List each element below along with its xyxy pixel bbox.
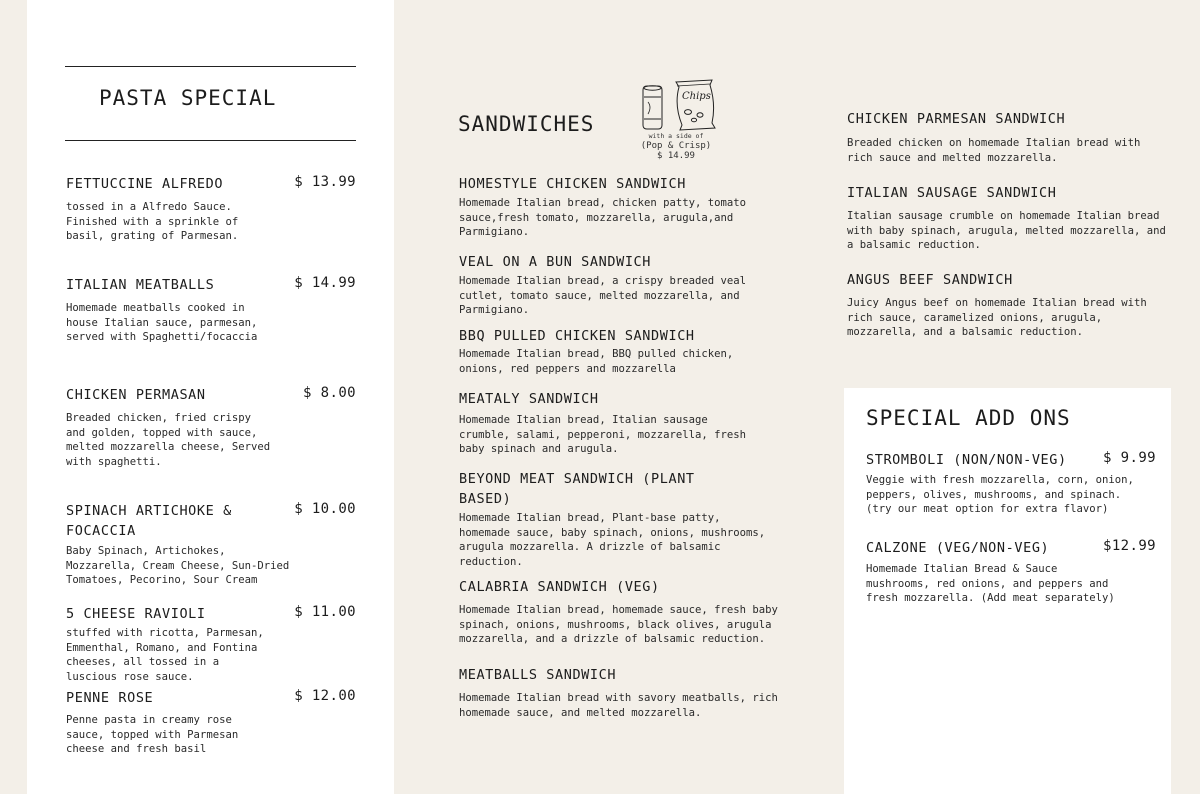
pasta-item-price: $ 12.00 <box>294 688 356 704</box>
pasta-item-price: $ 8.00 <box>303 385 356 401</box>
sandwich-item-desc: Italian sausage crumble on homemade Italian bread with baby spinach, arugula, melted mozzarella, and a balsamic reduction. <box>847 210 1166 252</box>
pasta-item-price: $ 10.00 <box>294 501 356 517</box>
addon-item-name: STROMBOLI (NON/NON-VEG) <box>866 452 1067 468</box>
sandwich-item-desc: Homemade Italian bread, a crispy breaded veal cutlet, tomato sauce, melted mozzarella, and Parmigiano. <box>459 275 747 317</box>
sandwich-item-desc: Homemade Italian bread, homemade sauce, fresh baby spinach, onions, mushrooms, black olives, arugula mozzarella, and a drizzle of balsamic reduction. <box>459 604 778 646</box>
sandwich-item-name: MEATBALLS SANDWICH <box>459 667 617 683</box>
chips-bag-icon <box>676 80 715 130</box>
pasta-item-price: $ 13.99 <box>294 174 356 190</box>
pasta-item-price: $ 14.99 <box>294 275 356 291</box>
pop-and-chips-caption <box>630 131 722 161</box>
pasta-item-desc: Baby Spinach, Artichokes, Mozzarella, Cream Cheese, Sun-Dried Tomatoes, Pecorino, Sour Cream <box>66 545 290 587</box>
addon-item-price: $12.99 <box>1103 538 1156 554</box>
pasta-item-name: PENNE ROSE <box>66 690 154 706</box>
sandwich-item-desc: Breaded chicken on homemade Italian bread with rich sauce and melted mozzarella. <box>847 137 1141 164</box>
pasta-item-desc: tossed in a Alfredo Sauce. Finished with a sprinkle of basil, grating of Parmesan. <box>66 201 239 243</box>
sandwich-item-name: ITALIAN SAUSAGE SANDWICH <box>847 185 1057 201</box>
addons-section-title: SPECIAL ADD ONS <box>866 406 1071 430</box>
sandwich-item-desc: Homemade Italian bread, Italian sausage crumble, salami, pepperoni, mozzarella, fresh baby spinach and arugula. <box>459 414 747 456</box>
side-items: (Pop & Crisp) <box>640 141 712 151</box>
sandwich-item-desc: Homemade Italian bread with savory meatballs, rich homemade sauce, and melted mozzarella. <box>459 692 778 719</box>
pasta-item-name: 5 CHEESE RAVIOLI <box>66 606 206 622</box>
sandwich-item-name: VEAL ON A BUN SANDWICH <box>459 254 652 270</box>
pasta-item-desc: Breaded chicken, fried crispy and golden, topped with sauce, melted mozzarella cheese, Served with spaghetti. <box>66 412 271 468</box>
pasta-item-desc: stuffed with ricotta, Parmesan, Emmenthal, Romano, and Fontina cheeses, all tossed in a luscious rose sauce. <box>66 627 264 683</box>
pasta-item-name: SPINACH ARTICHOKE & FOCACCIA <box>66 503 232 539</box>
side-note: with a side of <box>648 132 704 140</box>
sandwich-item-name: CALABRIA SANDWICH (VEG) <box>459 579 660 595</box>
pasta-item-name: CHICKEN PERMASAN <box>66 387 206 403</box>
sandwich-item-name: HOMESTYLE CHICKEN SANDWICH <box>459 176 686 192</box>
sandwich-item-desc: Homemade Italian bread, chicken patty, tomato sauce,fresh tomato, mozzarella, arugula,and Parmigiano. <box>459 197 747 239</box>
chips-bag-label: Chips <box>682 91 711 102</box>
pasta-title-top-rule <box>65 66 356 67</box>
sandwich-item-name: BBQ PULLED CHICKEN SANDWICH <box>459 328 695 344</box>
sandwich-item-name: CHICKEN PARMESAN SANDWICH <box>847 111 1066 127</box>
pop-can-icon <box>643 86 662 129</box>
sandwiches-section-title: SANDWICHES <box>458 112 595 136</box>
sandwich-item-name: BEYOND MEAT SANDWICH (PLANT BASED) <box>459 471 695 507</box>
pasta-section-title: PASTA SPECIAL <box>99 86 277 110</box>
addon-item-desc: Homemade Italian Bread & Sauce mushrooms, red onions, and peppers and fresh mozzarella. (Add meat separately) <box>866 563 1115 605</box>
pasta-item-price: $ 11.00 <box>294 604 356 620</box>
pasta-item-name: ITALIAN MEATBALLS <box>66 277 215 293</box>
sandwich-item-desc: Homemade Italian bread, Plant-base patty, homemade sauce, baby spinach, onions, mushrooms, arugula mozzarella. A drizzle of balsamic reduction. <box>459 512 766 568</box>
side-price: $ 14.99 <box>657 151 695 161</box>
sandwich-item-name: ANGUS BEEF SANDWICH <box>847 272 1013 288</box>
pasta-title-bottom-rule <box>65 140 356 141</box>
addon-item-desc: Veggie with fresh mozzarella, corn, onion, peppers, olives, mushrooms, and spinach. (try our meat option for extra flavor) <box>866 474 1134 516</box>
sandwich-item-name: MEATALY SANDWICH <box>459 391 599 407</box>
addon-item-price: $ 9.99 <box>1103 450 1156 466</box>
sandwich-item-desc: Juicy Angus beef on homemade Italian bread with rich sauce, caramelized onions, arugula, mozzarella, and a balsamic reduction. <box>847 297 1147 339</box>
pasta-item-desc: Penne pasta in creamy rose sauce, topped with Parmesan cheese and fresh basil <box>66 714 239 756</box>
pasta-item-name: FETTUCCINE ALFREDO <box>66 176 224 192</box>
addon-item-name: CALZONE (VEG/NON-VEG) <box>866 540 1050 556</box>
pasta-item-desc: Homemade meatballs cooked in house Italian sauce, parmesan, served with Spaghetti/focaccia <box>66 302 258 344</box>
sandwich-item-desc: Homemade Italian bread, BBQ pulled chicken, onions, red peppers and mozzarella <box>459 348 734 375</box>
